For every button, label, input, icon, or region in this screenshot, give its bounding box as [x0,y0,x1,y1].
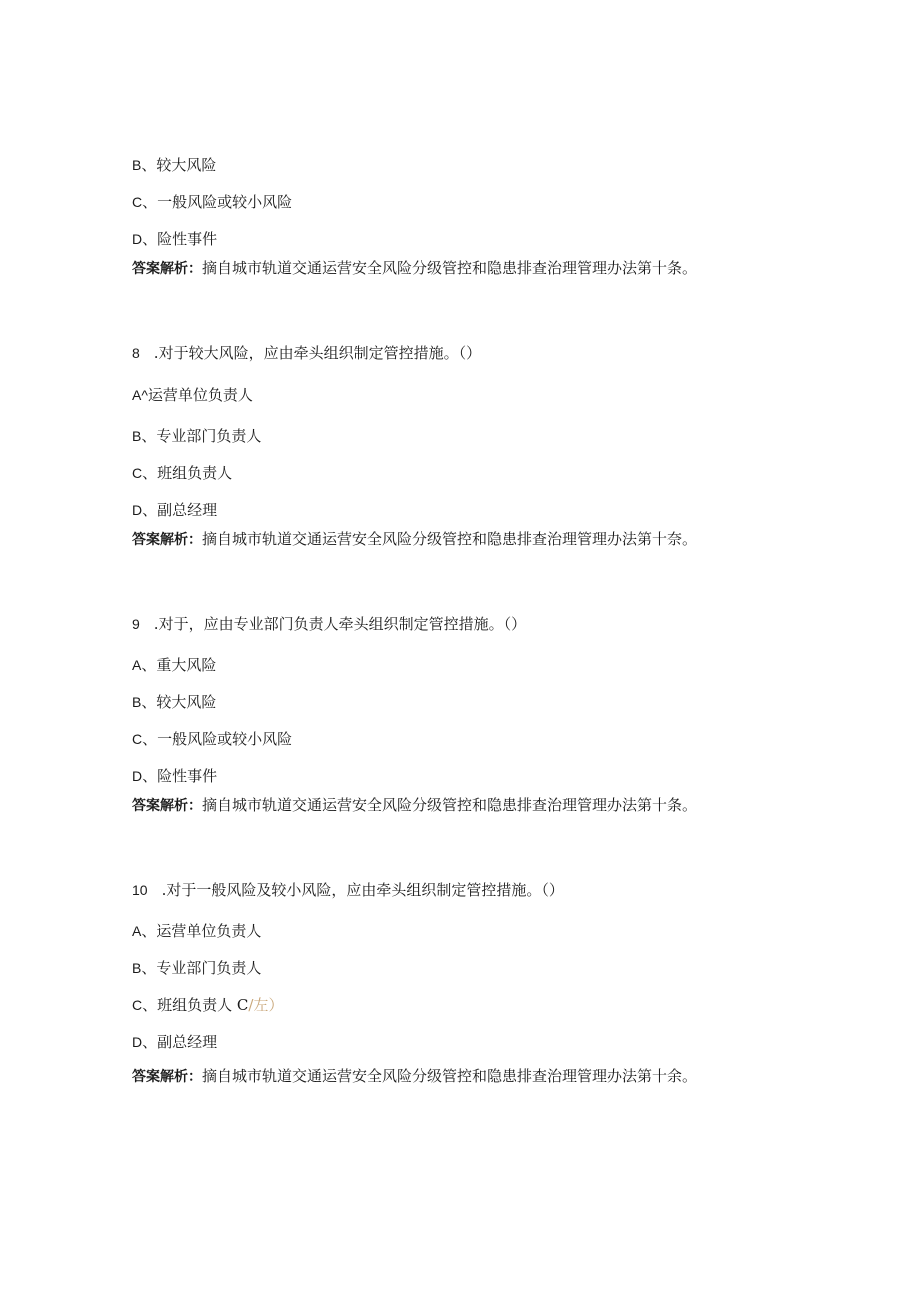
option-d: D、副总经理 [132,1033,218,1051]
option-c: C、一般风险或较小风险 [132,730,293,748]
question-9-stem: 9 .对于，应由专业部门负责人牵头组织制定管控措施。（） [132,615,527,633]
option-b: B、较大风险 [132,156,217,174]
option-b: B、专业部门负责人 [132,959,262,977]
answer-explanation: 答案解析：摘自城市轨道交通运营安全风险分级管控和隐患排查治理管理办法第十余。 [132,1067,698,1085]
option-a: A、重大风险 [132,656,217,674]
handwritten-note: /左） [248,996,284,1014]
answer-explanation: 答案解析：摘自城市轨道交通运营安全风险分级管控和隐患排查治理管理办法第十条。 [132,796,698,814]
answer-explanation: 答案解析：摘自城市轨道交通运营安全风险分级管控和隐患排查治理管理办法第十奈。 [132,530,698,548]
option-b: B、较大风险 [132,693,217,711]
option-d: D、险性事件 [132,767,218,785]
question-8-stem: 8 .对于较大风险，应由牵头组织制定管控措施。（） [132,344,482,362]
option-a: A、运营单位负责人 [132,922,262,940]
option-a: A^运营单位负责人 [132,386,253,404]
option-c: C、班组负责人 C/左） [132,996,284,1014]
option-d: D、险性事件 [132,230,218,248]
answer-explanation: 答案解析：摘自城市轨道交通运营安全风险分级管控和隐患排查治理管理办法第十条。 [132,259,698,277]
option-c: C、一般风险或较小风险 [132,193,293,211]
option-c: C、班组负责人 [132,464,233,482]
question-10-stem: 10 .对于一般风险及较小风险，应由牵头组织制定管控措施。（） [132,881,564,899]
option-d: D、副总经理 [132,501,218,519]
option-b: B、专业部门负责人 [132,427,262,445]
